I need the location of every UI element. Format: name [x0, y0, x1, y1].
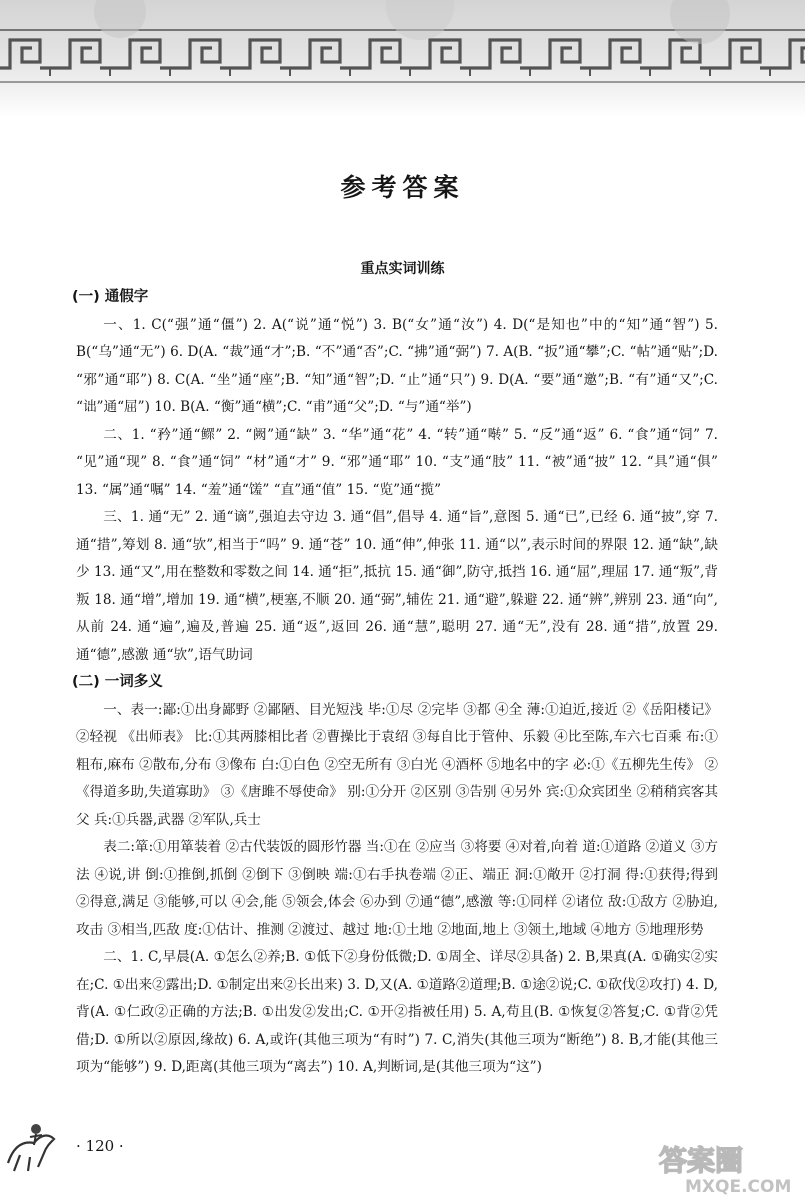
header-banner: [0, 0, 805, 118]
answer-paragraph: 一、1. C(“强”通“僵”) 2. A(“说”通“悦”) 3. B(“女”通“汝”) 4. D(“是知也”中的“知”通“智”) 5. B(“乌”通“无”) 6. D(A. “裁”通“才”;B. “不”通“否”;C. “拂”通“弼”) 7. A(B. “扳”通“攀”;C. “帖”通“贴”;D. “邪”通“耶”) 8. C(A. “坐”通“座”;B. “知”通“智”;D. “止”通“只”) 9. D(A. “要”通“邀”;B. “有”通“又”;C. “诎”通“屈”) 10. B(A. “衡”通“横”;C. “甫”通“父”;D. “与”通“举”): [76, 316, 718, 415]
answer-paragraph: 表二:箪:①用箪装着 ②古代装饭的圆形竹器 当:①在 ②应当 ③将要 ④对着,向着 道:①道路 ②道义 ③方法 ④说,讲 倒:①推倒,抓倒 ②倒下 ③倒映 端:①右手执卷端 ②正、端正 洞:①敞开 ②打洞 得:①获得;得到 ②得意,满足 ③能够,可以 ④会,能 ⑤领会,体会 ⑥办到 ⑦通“德”,感激 等:①同样 ②诸位 敌:①敌方 ②胁迫,攻击 ③相当,匹敌 度:①估计、推测 ②渡过、越过 地:①土地 ②地面,地上 ③领土,地域 ④地方 ⑤地理形势: [76, 839, 718, 938]
answer-content: [72, 284, 718, 1082]
section-title: 重点实词训练: [360, 261, 445, 277]
answer-paragraph: 三、1. 通“无” 2. 通“谪”,强迫去守边 3. 通“倡”,倡导 4. 通“旨”,意图 5. 通“已”,已经 6. 通“披”,穿 7. 通“措”,筹划 8. 通“欤”,相当于“吗” 9. 通“苍” 10. 通“伸”,伸张 11. 通“以”,表示时间的界限 12. 通“缺”,缺少 13. 通“又”,用在整数和零数之间 14. 通“拒”,抵抗 15. 通“御”,防守,抵挡 16. 通“屈”,理屈 17. 通“叛”,背叛 18. 通“增”,增加 19. 通“横”,梗塞,不顺 20. 通“弼”,辅佐 21. 通“避”,躲避 22. 通“辨”,辨别 23. 通“向”,从前 24. 通“遍”,遍及,普遍 25. 通“返”,返回 26. 通“慧”,聪明 27. 通“无”,没有 28. 通“措”,放置 29. 通“德”,感激 通“欤”,语气助词: [76, 509, 718, 663]
page-number: · 120 ·: [76, 1137, 124, 1155]
svg-text:MXQE.COM: MXQE.COM: [685, 1177, 792, 1196]
section-heading-tongjiazi: (一) 通假字: [72, 289, 149, 305]
answer-paragraph: 二、1. “矜”通“鳏” 2. “阙”通“缺” 3. “华”通“花” 4. “转”通“啭” 5. “反”通“返” 6. “食”通“饲” 7. “见”通“现” 8. “食”通“饲” “材”通“才” 9. “邪”通“耶” 10. “支”通“肢” 11. “被”通“披” 12. “具”通“俱” 13. “属”通“嘱” 14. “羞”通“馐” “直”通“值” 15. “览”通“揽”: [76, 426, 718, 498]
answer-paragraph: 二、1. C,早晨(A. ①怎么②养;B. ①低下②身份低微;D. ①周全、详尽②具备) 2. B,果真(A. ①确实②实在;C. ①出来②露出;D. ①制定出来②长出来) 3. D,又(A. ①道路②道理;B. ①途②说;C. ①砍伐②攻打) 4. D,背(A. ①仁政②正确的方法;B. ①出发②发出;C. ①开②指被任用) 5. A,苟且(B. ①恢复②答复;C. ①背②凭借;D. ①所以②原因,缘故) 6. A,或许(其他三项为“有时”) 7. C,消失(其他三项为“断绝”) 8. B,才能(其他三项为“能够”) 9. D,距离(其他三项为“离去”) 10. A,判断词,是(其他三项为“这”): [76, 949, 718, 1075]
fret-border-pattern: [0, 0, 805, 118]
horse-rider-illustration: [0, 1105, 70, 1175]
answer-paragraph: 一、表一:鄙:①出身鄙野 ②鄙陋、目光短浅 毕:①尽 ②完毕 ③都 ④全 薄:①迫近,接近 ②《岳阳楼记》 ②轻视 《出师表》 比:①其两膝相比者 ②曹操比于袁绍 ③每自比于管仲、乐毅 ④比至陈,车六七百乘 布:①粗布,麻布 ②散布,分布 ③像布 白:①白色 ②空无所有 ③白光 ④酒杯 ⑤地名中的字 必:①《五柳先生传》 ②《得道多助,失道寡助》 ③《唐雎不辱使命》 别:①分开 ②区别 ③告别 ④另外 宾:①众宾团坐 ②稍稍宾客其父 兵:①兵器,武器 ②军队,兵士: [76, 701, 718, 828]
watermark-logo: [655, 1138, 795, 1196]
svg-text:答案圈: 答案圈: [659, 1144, 744, 1177]
page-title: 参考答案: [340, 173, 465, 202]
section-heading-yiciduoyi: (二) 一词多义: [72, 674, 163, 690]
